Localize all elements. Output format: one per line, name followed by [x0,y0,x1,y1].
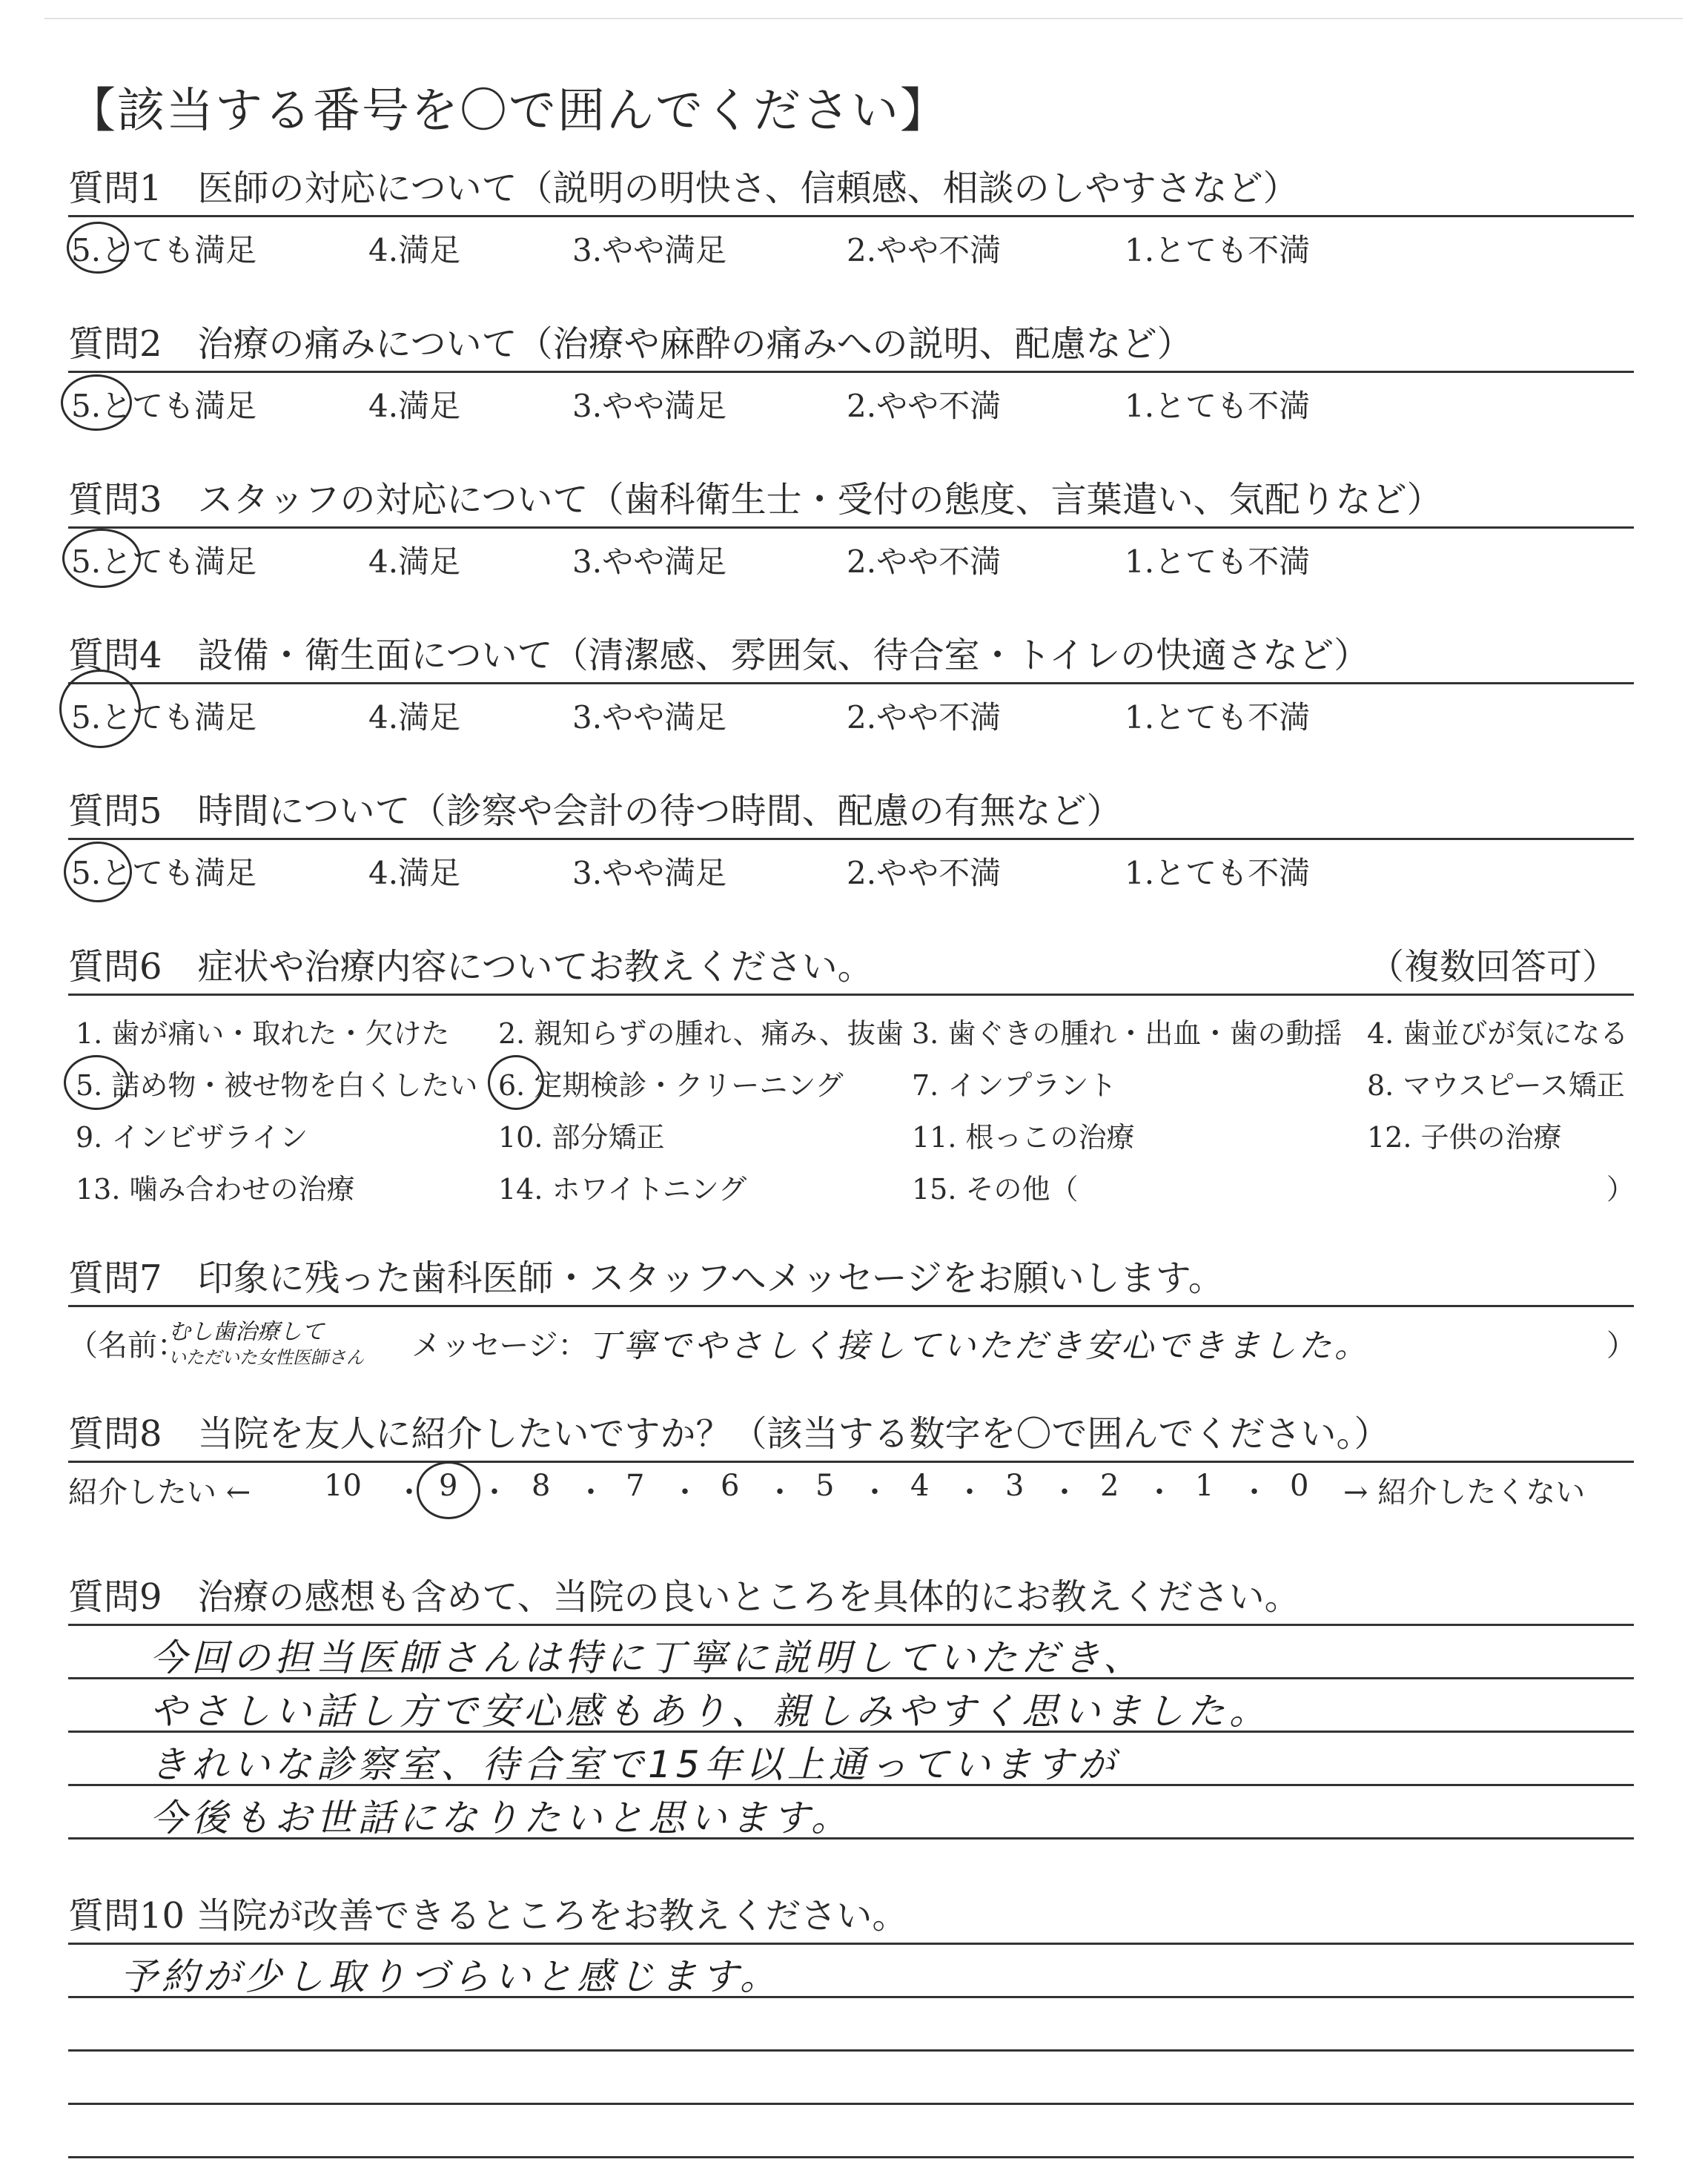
scale-dot: ・ [576,1475,606,1510]
scale-dot: ・ [480,1475,509,1510]
question-5 [68,784,1632,899]
q6-option-13[interactable]: 13. 噛み合わせの治療 [76,1173,355,1206]
scale-dot: ・ [670,1475,700,1510]
selection-circle [59,670,141,748]
q6-option-5[interactable]: 5. 詰め物・被せ物を白くしたい [76,1069,478,1102]
q6-option-7[interactable]: 7. インプラント [912,1069,1117,1102]
question-9-answer-area [68,1624,1632,1905]
rule [68,1943,1634,1945]
option-2[interactable]: 2.やや不満 [847,543,1002,580]
question-8-title: 質問8 当院を友人に紹介したいですか？（該当する数字を〇で囲んでください。） [68,1413,1390,1455]
scale-value[interactable]: 9 [439,1469,458,1503]
scale-dot: ・ [1239,1475,1269,1510]
question-6 [68,940,1635,1218]
q6-option-15[interactable]: 15. その他（ [912,1173,1079,1206]
question-10-answer-area [68,1943,1632,2165]
selection-circle [64,1055,129,1110]
q6-option-10[interactable]: 10. 部分矯正 [498,1121,665,1154]
q6-option-4[interactable]: 4. 歯並びが気になる [1367,1017,1629,1050]
q6-option-15-close: ） [1606,1173,1635,1206]
scale-value[interactable]: 6 [721,1469,740,1503]
q6-option-1[interactable]: 1. 歯が痛い・取れた・欠けた [76,1017,450,1050]
option-2[interactable]: 2.やや不満 [847,699,1002,736]
name-value-line-2[interactable]: いただいた女性医師さん [168,1347,364,1368]
scale-dot: ・ [1050,1475,1079,1510]
question-2-options [68,373,1632,432]
scale-value[interactable]: 2 [1100,1469,1119,1503]
rule [68,2156,1634,2158]
selection-circle [62,529,141,588]
message-close: ） [1606,1329,1636,1363]
scale-value[interactable]: 7 [626,1469,645,1503]
q6-option-9[interactable]: 9. インビザライン [76,1121,308,1154]
question-10-title: 質問10 当院が改善できるところをお教えください。 [68,1895,908,1937]
answer-line[interactable]: やさしい話し方で安心感もあり、親しみやすく思いました。 [150,1690,1271,1733]
q6-option-14[interactable]: 14. ホワイトニング [498,1173,747,1206]
scale-dot: ・ [860,1475,890,1510]
question-1-options [68,217,1632,277]
option-4[interactable]: 4.満足 [368,699,461,736]
scale-value[interactable]: 5 [815,1469,835,1503]
option-5[interactable]: 5.とても満足 [71,232,257,268]
q6-option-11[interactable]: 11. 根っこの治療 [912,1121,1135,1154]
option-5[interactable]: 5.とても満足 [71,855,257,891]
question-9 [68,1570,1632,1905]
q6-option-6[interactable]: 6. 定期検診・クリーニング [498,1069,844,1102]
question-4-title: 質問4 設備・衛生面について（清潔感、雰囲気、待合室・トイレの快適さなど） [68,635,1370,676]
question-7 [68,1252,1636,1389]
rule [68,2049,1634,2052]
question-1-title: 質問1 医師の対応について（説明の明快さ、信頼感、相談のしやすさなど） [68,168,1299,209]
recommend-scale [68,1463,1632,1515]
question-3-title: 質問3 スタッフの対応について（歯科衛生士・受付の態度、言葉遣い、気配りなど） [68,479,1443,520]
name-value-line-1[interactable]: むし歯治療して [168,1319,324,1345]
answer-line[interactable]: 予約が少し取りづらいと感じます。 [120,1955,781,1998]
q6-option-2[interactable]: 2. 親知らずの腫れ、痛み、抜歯 [498,1017,904,1050]
question-6-text: 質問6 症状や治療内容についてお教えください。 [68,946,873,988]
option-3[interactable]: 3.やや満足 [572,855,727,891]
question-6-title [68,940,1632,994]
option-1[interactable]: 1.とても不満 [1125,388,1311,424]
selection-circle [417,1461,480,1519]
selection-circle [488,1055,544,1110]
scale-value[interactable]: 1 [1195,1469,1214,1503]
selection-circle [64,842,132,902]
q6-option-8[interactable]: 8. マウスピース矯正 [1367,1069,1625,1102]
question-10 [68,1889,1632,2165]
question-5-title: 質問5 時間について（診察や会計の待つ時間、配慮の有無など） [68,790,1122,832]
scale-dot: ・ [394,1475,424,1510]
scale-dot: ・ [955,1475,984,1510]
question-8 [68,1407,1632,1515]
answer-line[interactable]: 今回の担当医師さんは特に丁寧に説明していただき、 [150,1636,1145,1679]
scale-dot: ・ [1145,1475,1174,1510]
question-7-title: 質問7 印象に残った歯科医師・スタッフへメッセージをお願いします。 [68,1257,1224,1299]
option-1[interactable]: 1.とても不満 [1125,855,1311,891]
option-4[interactable]: 4.満足 [368,855,461,891]
question-1 [68,162,1632,277]
scale-value[interactable]: 8 [532,1469,551,1503]
option-3[interactable]: 3.やや満足 [572,232,727,268]
question-3 [68,473,1632,588]
option-5[interactable]: 5.とても満足 [71,388,257,424]
question-5-options [68,840,1632,899]
option-2[interactable]: 2.やや不満 [847,232,1002,268]
option-5[interactable]: 5.とても満足 [71,699,257,736]
answer-line[interactable]: きれいな診察室、待合室で15年以上通っていますが [150,1743,1119,1786]
question-2 [68,317,1632,432]
rule [68,2103,1634,2105]
answer-line[interactable]: 今後もお世話になりたいと思います。 [150,1797,853,1840]
scale-value[interactable]: 3 [1005,1469,1025,1503]
selection-circle [67,222,129,274]
question-4-options [68,684,1632,744]
selection-circle [61,374,132,431]
question-7-answer [68,1307,1636,1389]
question-6-options [68,996,1635,1218]
option-5[interactable]: 5.とても満足 [71,543,257,580]
scale-right-label: → 紹介したくない [1343,1475,1586,1510]
q6-option-12[interactable]: 12. 子供の治療 [1367,1121,1562,1154]
question-2-title: 質問2 治療の痛みについて（治療や麻酔の痛みへの説明、配慮など） [68,323,1193,365]
top-border [44,18,1683,19]
option-3[interactable]: 3.やや満足 [572,543,727,580]
scale-value[interactable]: 4 [910,1469,930,1503]
scale-value[interactable]: 10 [324,1469,362,1503]
question-4 [68,629,1632,744]
name-label: （名前： [68,1329,187,1363]
option-3[interactable]: 3.やや満足 [572,699,727,736]
rule [68,1624,1634,1626]
option-2[interactable]: 2.やや不満 [847,388,1002,424]
option-4[interactable]: 4.満足 [368,232,461,268]
message-value[interactable]: 丁寧でやさしく接していただき安心できました。 [587,1327,1370,1365]
multiple-answer-note: （複数回答可） [1368,946,1618,988]
option-1[interactable]: 1.とても不満 [1125,232,1311,268]
option-4[interactable]: 4.満足 [368,388,461,424]
option-3[interactable]: 3.やや満足 [572,388,727,424]
scale-value[interactable]: 0 [1290,1469,1309,1503]
instruction-header: 【該当する番号を〇で囲んでください】 [68,84,949,139]
question-9-title: 質問9 治療の感想も含めて、当院の良いところを具体的にお教えください。 [68,1576,1300,1618]
message-label: メッセージ： [411,1329,588,1363]
scale-left-label: 紹介したい ← [68,1475,251,1510]
q6-option-3[interactable]: 3. 歯ぐきの腫れ・出血・歯の動揺 [912,1017,1343,1050]
option-2[interactable]: 2.やや不満 [847,855,1002,891]
option-1[interactable]: 1.とても不満 [1125,699,1311,736]
option-4[interactable]: 4.満足 [368,543,461,580]
question-3-options [68,529,1632,588]
option-1[interactable]: 1.とても不満 [1125,543,1311,580]
scale-dot: ・ [765,1475,795,1510]
